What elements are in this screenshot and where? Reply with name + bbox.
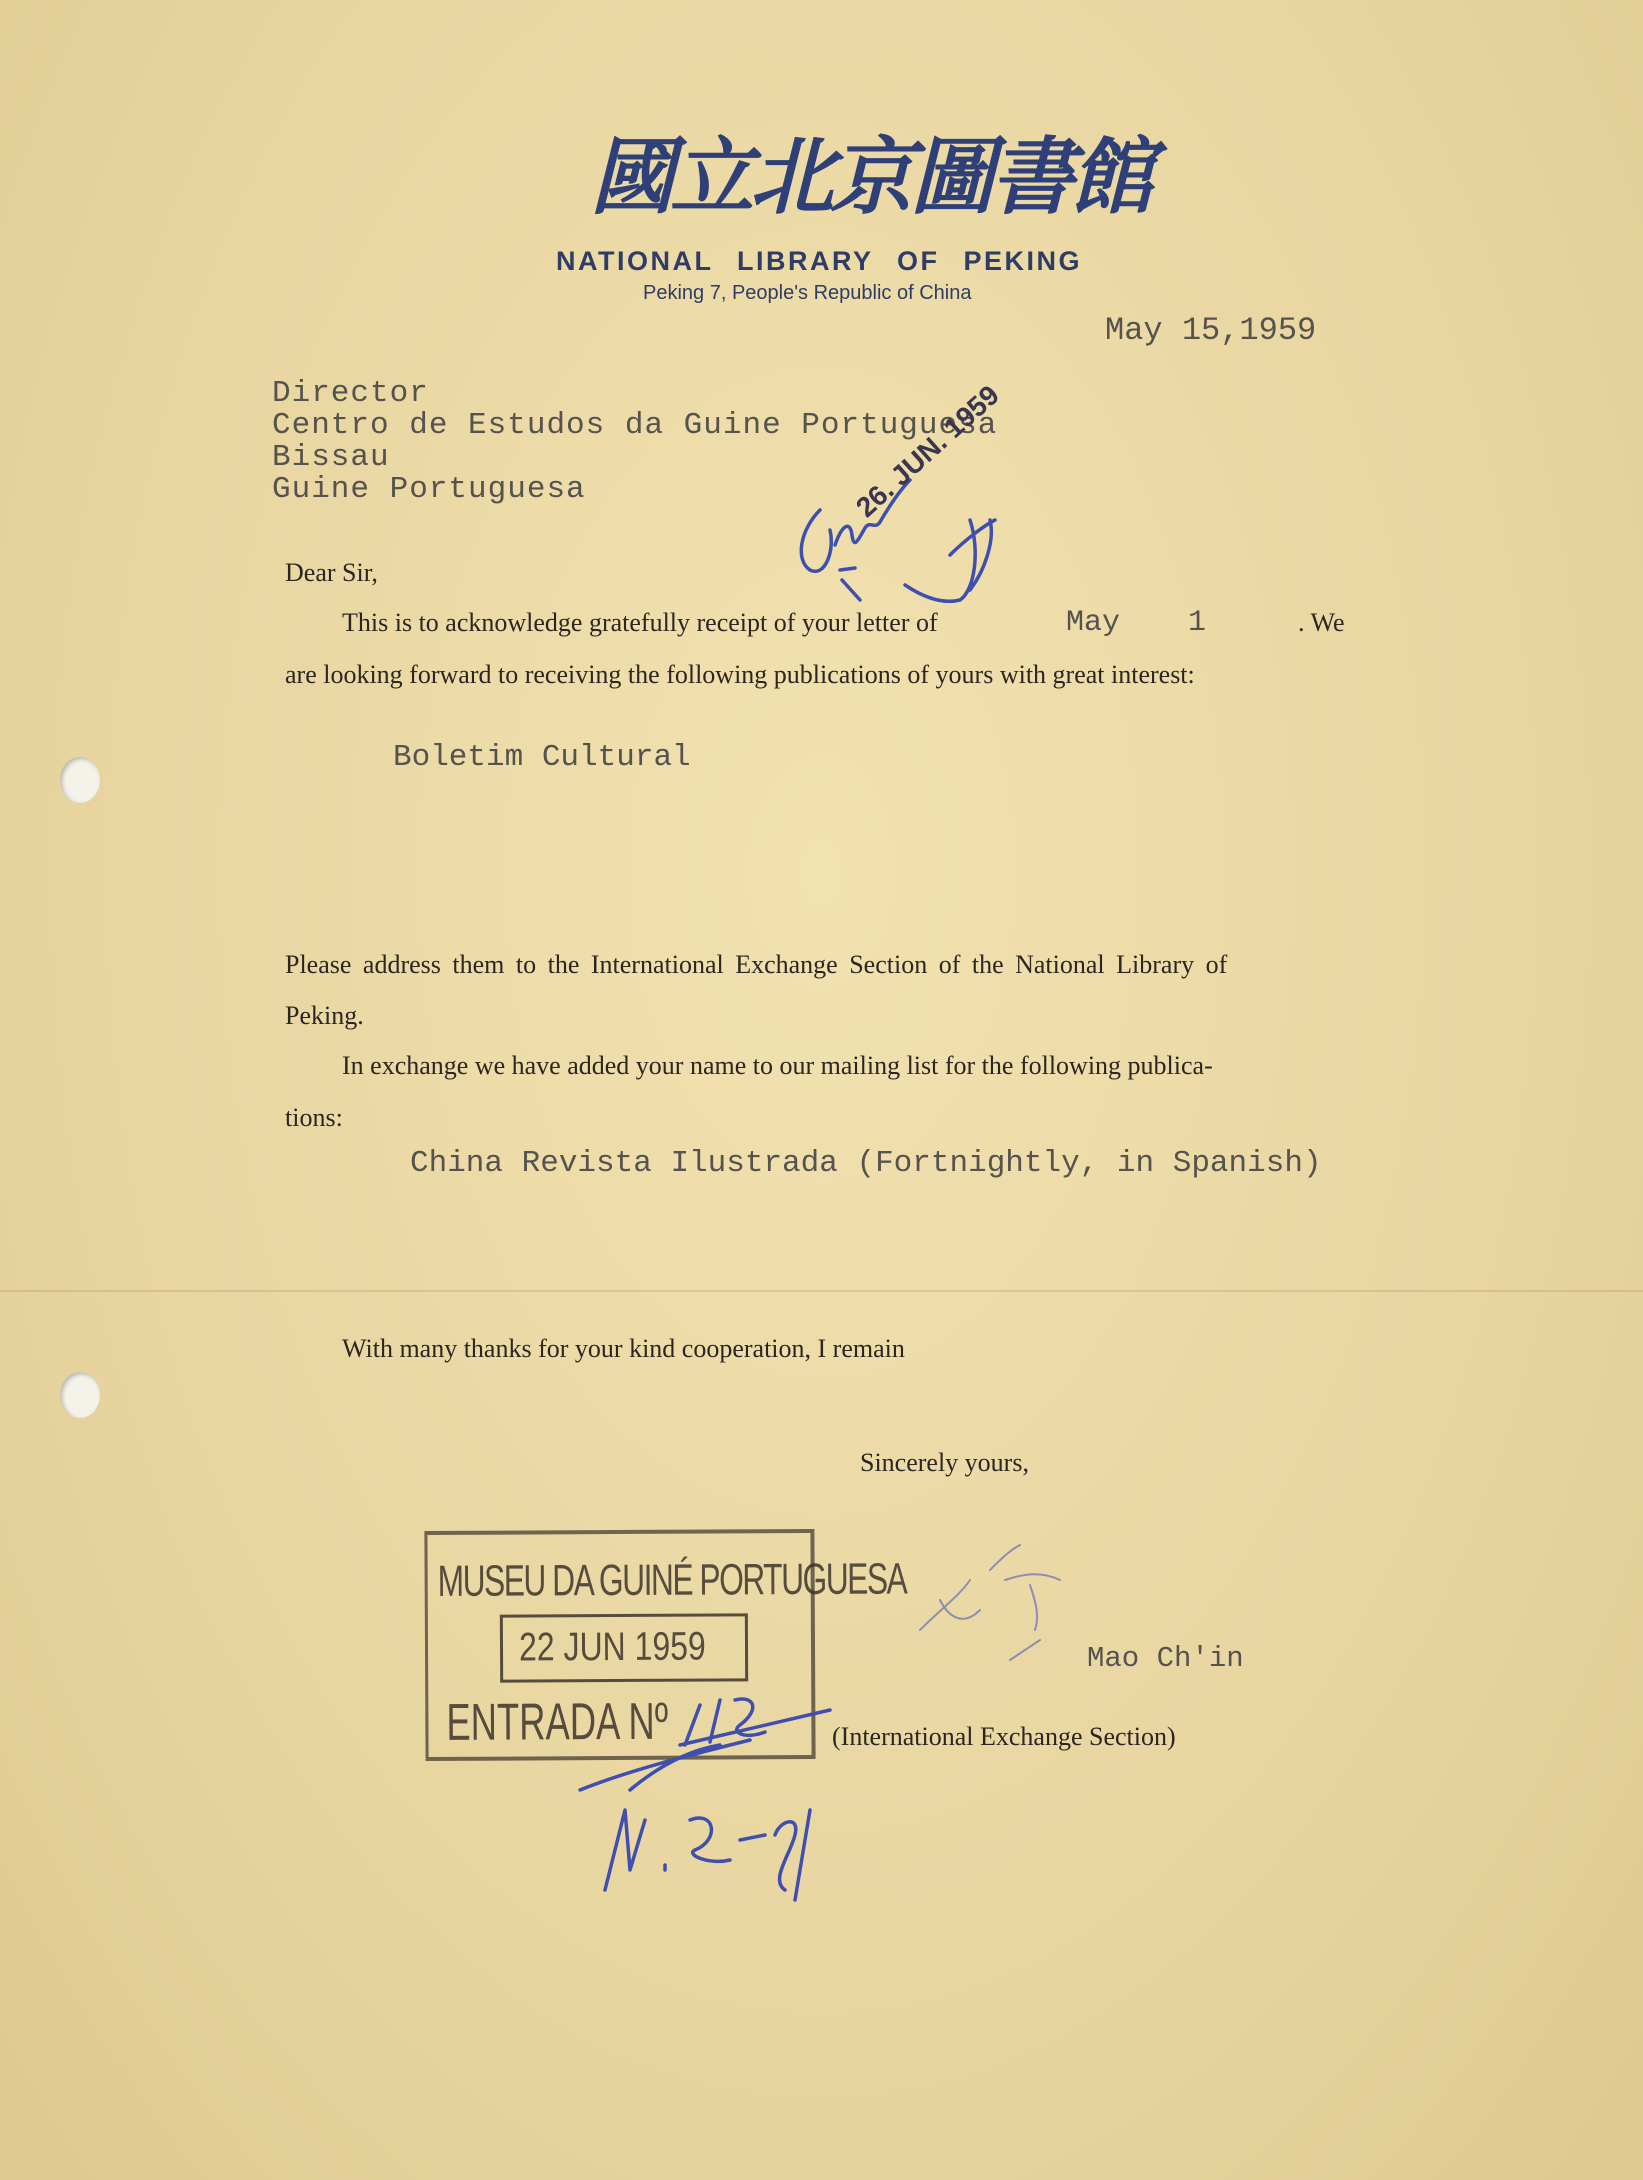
recipient-line-1: Director: [272, 376, 429, 411]
receipt-date-stamp: 26. JUN. 1959: [850, 379, 1005, 524]
pencil-signature: [910, 1540, 1090, 1670]
recipient-line-2: Centro de Estudos da Guine Portuguesa: [272, 408, 998, 443]
para2-line-1: Please address them to the International Exchange Section of the National Library of: [285, 950, 1228, 979]
letterhead-address: Peking 7, People's Republic of China: [643, 282, 972, 304]
closing-line: With many thanks for your kind cooperation, I remain: [342, 1334, 905, 1363]
signatory-section: (International Exchange Section): [832, 1722, 1176, 1751]
sign-off: Sincerely yours,: [860, 1448, 1029, 1477]
para1-text-b: . We: [1298, 608, 1345, 637]
letterhead-library-name: NATIONAL LIBRARY OF PEKING: [556, 246, 1083, 276]
recipient-line-4: Guine Portuguesa: [272, 472, 586, 507]
salutation: Dear Sir,: [285, 558, 378, 587]
letterhead-chinese-name: 國立北京圖書館: [590, 127, 1151, 226]
letter-month: May: [1066, 606, 1121, 640]
museum-stamp-date: 22 JUN 1959: [518, 1624, 706, 1670]
para2-line-2: Peking.: [285, 1001, 364, 1030]
signatory-name: Mao Ch'in: [1087, 1642, 1244, 1675]
para1-text-a: This is to acknowledge gratefully receipt of your letter of: [342, 608, 938, 637]
para1-line-2: are looking forward to receiving the following publications of yours with great interest:: [285, 660, 1195, 689]
punch-hole-upper: [60, 757, 100, 803]
letter-date: May 15,1959: [1105, 312, 1317, 349]
museum-stamp-entry: ENTRADA Nº: [446, 1692, 669, 1752]
publication-sent: China Revista Ilustrada (Fortnightly, in Spanish): [410, 1146, 1322, 1181]
punch-hole-lower: [60, 1372, 100, 1418]
para3-line-2: tions:: [285, 1103, 343, 1132]
publication-received: Boletim Cultural: [393, 740, 691, 775]
handwritten-entry-number: [570, 1670, 870, 1910]
para3-line-1: In exchange we have added your name to our mailing list for the following publica-: [342, 1051, 1213, 1080]
museum-stamp-title: MUSEU DA GUINÉ PORTUGUESA: [437, 1554, 907, 1606]
recipient-line-3: Bissau: [272, 440, 390, 475]
letter-day: 1: [1188, 606, 1207, 640]
fold-line: [0, 1290, 1643, 1292]
